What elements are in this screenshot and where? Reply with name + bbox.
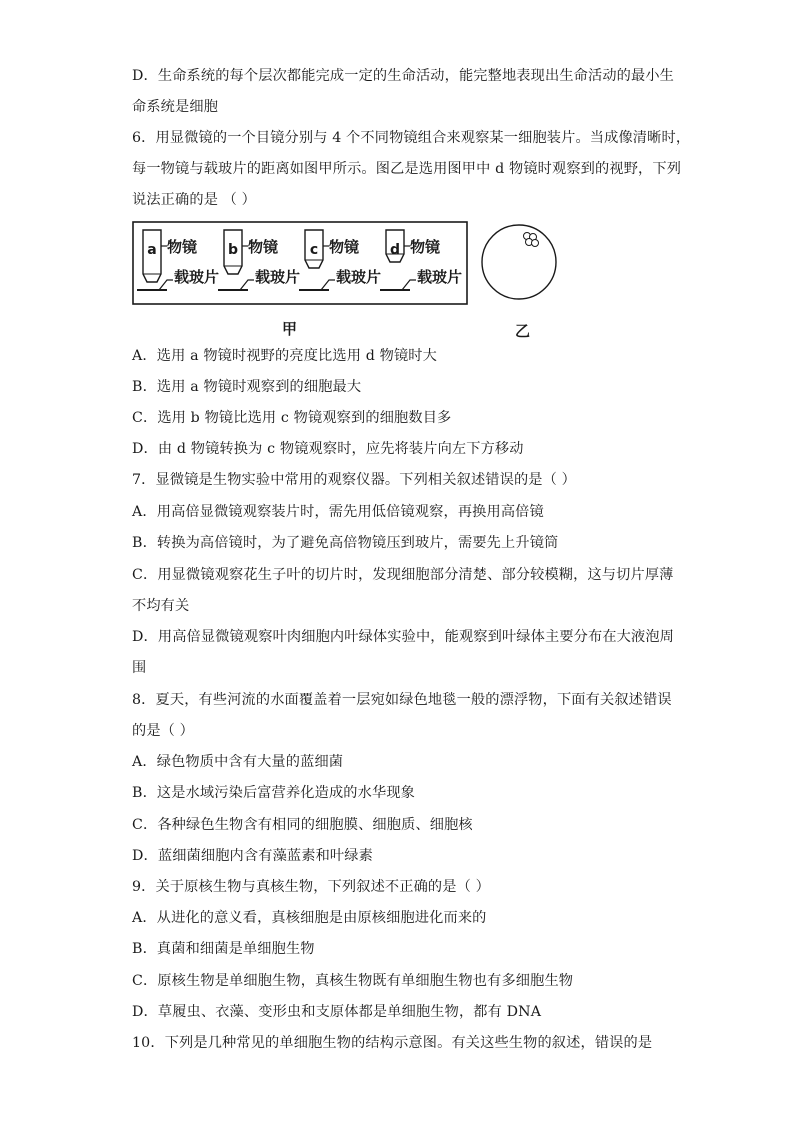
objective-unit-c [299,230,381,290]
question-8-option-d: D．蓝细菌细胞内含有藻蓝素和叶绿素 [132,848,373,864]
question-8-stem-line2: 的是（ ） [132,723,195,739]
objective-unit-a [137,230,219,290]
question-6-option-d: D．由 d 物镜转换为 c 物镜观察时，应先将装片向左下方移动 [132,441,524,457]
question-9-option-a: A．从进化的意义看，真核细胞是由原核细胞进化而来的 [132,910,487,926]
question-9-option-c: C．原核生物是单细胞生物，真核生物既有单细胞生物也有多细胞生物 [132,973,574,989]
question-7-option-a: A．用高倍显微镜观察装片时，需先用低倍镜观察，再换用高倍镜 [132,504,544,520]
question-6-option-c: C．选用 b 物镜比选用 c 物镜观察到的细胞数目多 [132,410,452,426]
question-8-option-c: C．各种绿色生物含有相同的细胞膜、细胞质、细胞核 [132,817,473,833]
slide-label: 载玻片 [336,268,382,286]
objective-letter: d [389,242,401,258]
caption-yi: 乙 [515,322,531,340]
question-6-line2: 每一物镜与载玻片的距离如图甲所示。图乙是选用图甲中 d 物镜时观察到的视野，下列 [132,161,682,177]
microscope-figure [132,220,572,340]
question-7-option-c-line2: 不均有关 [132,598,190,614]
question-6-line3: 说法正确的是 （ ） [132,192,257,208]
objective-letter: a [147,242,157,258]
objective-letter: c [309,242,319,258]
cell-cluster-icon [524,233,539,247]
objective-unit-b [218,230,300,290]
question-6-line1: 6．用显微镜的一个目镜分别与 4 个不同物镜组合来观察某一细胞装片。当成像清晰时， [132,130,691,146]
question-6-option-a: A．选用 a 物镜时视野的亮度比选用 d 物镜时大 [132,348,437,364]
question-7-stem: 7．显微镜是生物实验中常用的观察仪器。下列相关叙述错误的是（ ） [132,472,576,488]
question-7-option-d-line2: 围 [132,660,147,676]
question-9-stem: 9．关于原核生物与真核生物，下列叙述不正确的是（ ） [132,879,490,895]
question-8-option-a: A．绿色物质中含有大量的蓝细菌 [132,754,344,770]
figure-jia-frame [133,222,467,304]
option-5d-line1: D．生命系统的每个层次都能完成一定的生命活动，能完整地表现出生命活动的最小生 [132,68,675,84]
question-9-option-b: B．真菌和细菌是单细胞生物 [132,941,315,957]
objective-letter: b [227,242,239,258]
question-10-stem: 10．下列是几种常见的单细胞生物的结构示意图。有关这些生物的叙述，错误的是 [132,1035,653,1051]
field-of-view-circle [482,225,556,299]
question-6-option-b: B．选用 a 物镜时观察到的细胞最大 [132,379,362,395]
question-7-option-d-line1: D．用高倍显微镜观察叶肉细胞内叶绿体实验中，能观察到叶绿体主要分布在大液泡周 [132,629,675,645]
objective-label: 物镜 [167,238,198,256]
option-5d-line2: 命系统是细胞 [132,99,219,115]
objective-label: 物镜 [329,238,360,256]
caption-jia: 甲 [282,320,298,338]
slide-label: 载玻片 [174,268,220,286]
objective-label: 物镜 [248,238,279,256]
question-8-stem-line1: 8．夏天，有些河流的水面覆盖着一层宛如绿色地毯一般的漂浮物，下面有关叙述错误 [132,692,672,708]
objective-unit-d [380,230,462,290]
slide-label: 载玻片 [255,268,301,286]
question-8-option-b: B．这是水域污染后富营养化造成的水华现象 [132,785,415,801]
question-9-option-d: D．草履虫、衣藻、变形虫和支原体都是单细胞生物，都有 DNA [132,1004,542,1020]
slide-label: 载玻片 [417,268,463,286]
question-7-option-b: B．转换为高倍镜时，为了避免高倍物镜压到玻片，需要先上升镜筒 [132,535,559,551]
question-7-option-c-line1: C．用显微镜观察花生子叶的切片时，发现细胞部分清楚、部分较模糊，这与切片厚薄 [132,567,674,583]
objective-label: 物镜 [410,238,441,256]
